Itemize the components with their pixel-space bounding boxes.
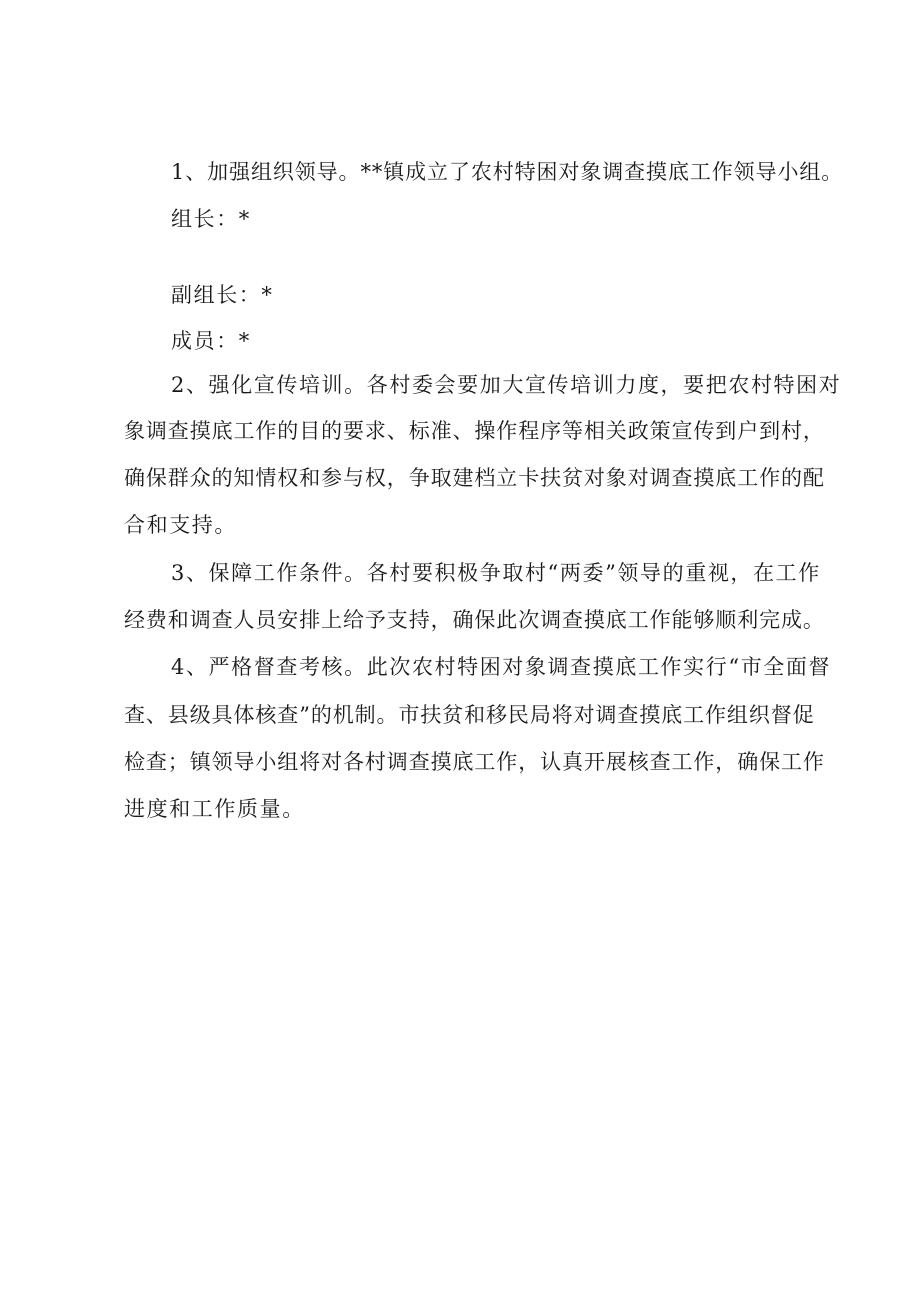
item-2-line-4: 合和支持。: [124, 513, 237, 537]
item-4-line-3: 检查；镇领导小组将对各村调查摸底工作，认真开展核查工作，确保工作: [124, 750, 825, 774]
item-2-line-2: 象调查摸底工作的目的要求、标准、操作程序等相关政策宣传到户到村，: [124, 419, 825, 443]
item-2-line-3: 确保群众的知情权和参与权，争取建档立卡扶贫对象对调查摸底工作的配: [124, 466, 825, 490]
group-leader-line: 组长：*: [171, 207, 251, 231]
members-line: 成员：*: [171, 329, 251, 353]
item-2-line-1: 2、强化宣传培训。各村委会要加大宣传培训力度，要把农村特困对: [171, 373, 842, 397]
item-1-heading-line: 1、加强组织领导。**镇成立了农村特困对象调查摸底工作领导小组。: [171, 160, 844, 184]
item-3-line-1: 3、保障工作条件。各村要积极争取村“两委”领导的重视，在工作: [171, 561, 821, 585]
item-4-line-2: 查、县级具体核查”的机制。市扶贫和移民局将对调查摸底工作组织督促: [124, 703, 815, 727]
item-4-line-4: 进度和工作质量。: [124, 797, 305, 821]
deputy-leader-line: 副组长：*: [171, 283, 274, 307]
item-3-line-2: 经费和调查人员安排上给予支持，确保此次调查摸底工作能够顺利完成。: [124, 608, 825, 632]
item-4-line-1: 4、严格督查考核。此次农村特困对象调查摸底工作实行“市全面督: [171, 655, 832, 679]
